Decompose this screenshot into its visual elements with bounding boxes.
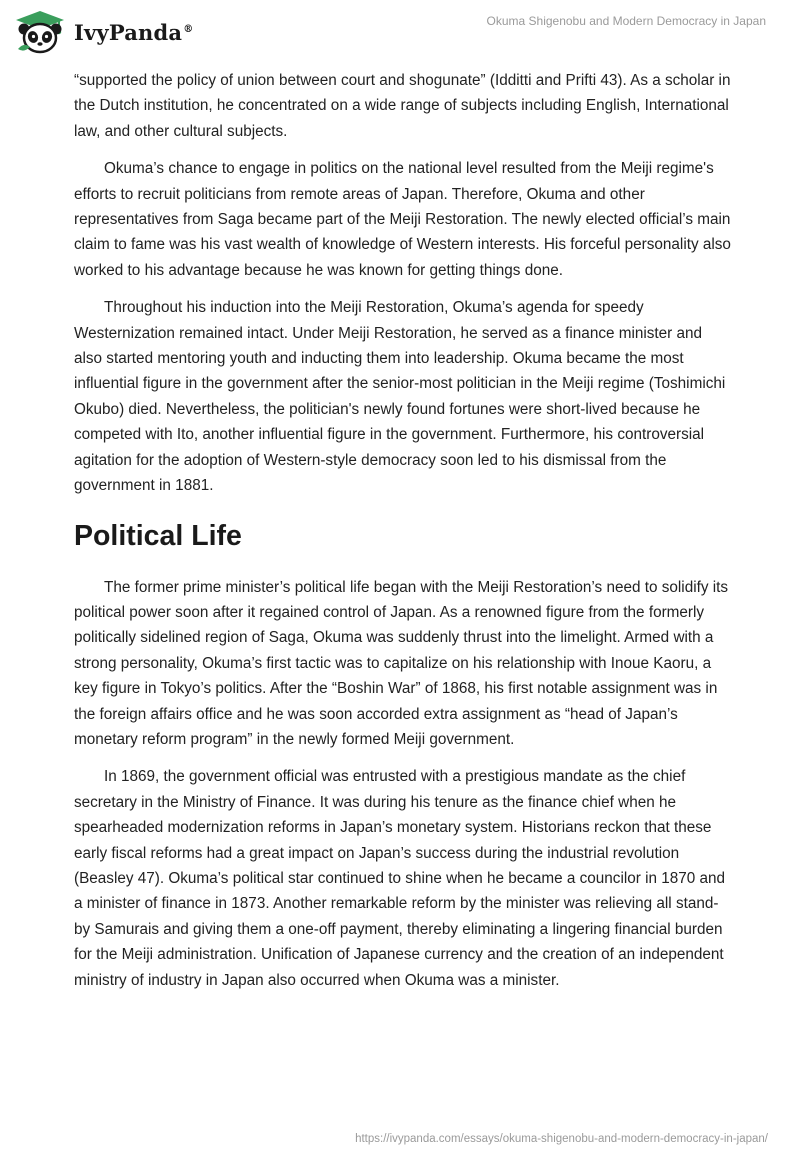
page-header bbox=[0, 0, 800, 62]
paragraph: Throughout his induction into the Meiji Restoration, Okuma’s agenda for speedy Westernization remained intact. Under Meiji Restoration, he served as a finance minister and also started mentoring youth and inducting them into leadership. Okuma became the most influential figure in the government after the senior-most politician in the Meiji regime (Toshimichi Okubo) died. Nevertheless, the politician's newly found fortunes were short-lived because he competed with Ito, another influential figure in the government. Furthermore, his controversial agitation for the adoption of Western-style democracy soon led to his dismissal from the government in 1881. bbox=[74, 299, 726, 495]
ivypanda-logo[interactable] bbox=[14, 8, 193, 56]
paragraph: Okuma’s chance to engage in politics on the national level resulted from the Meiji regime's efforts to recruit politicians from remote areas of Japan. Therefore, Okuma and other representatives from Saga became part of the Meiji Restoration. The newly elected official’s main claim to fame was his vast wealth of knowledge of Western interests. His forceful personality also worked to his advantage because he was known for getting things done. bbox=[74, 160, 731, 279]
paragraph: “supported the policy of union between court and shogunate” (Idditti and Prifti 43). As a scholar in the Dutch institution, he concentrated on a wide range of subjects including English, International law, and other cultural subjects. bbox=[74, 72, 731, 140]
registered-mark: ® bbox=[183, 23, 194, 35]
essay-body bbox=[74, 68, 734, 1005]
paragraph: The former prime minister’s political life began with the Meiji Restoration’s need to solidify its political power soon after it regained control of Japan. As a renowned figure from the formerly politically sidelined region of Saga, Okuma was suddenly thrust into the limelight. Armed with a strong personality, Okuma’s first tactic was to capitalize on his relationship with Inoue Kaoru, a key figure in Tokyo’s politics. After the “Boshin War” of 1868, his first notable assignment was in the foreign affairs office and he was soon accorded extra assignment as “head of Japan’s monetary reform program” in the newly formed Meiji government. bbox=[74, 578, 729, 748]
brand-text: IvyPanda bbox=[74, 19, 183, 45]
section-heading: Political Life bbox=[74, 519, 242, 552]
document-title: Okuma Shigenobu and Modern Democracy in Japan bbox=[486, 14, 766, 28]
brand-name bbox=[74, 20, 193, 45]
source-url[interactable]: https://ivypanda.com/essays/okuma-shigenobu-and-modern-democracy-in-japan/ bbox=[355, 1133, 768, 1145]
panda-graduate-icon bbox=[14, 9, 66, 55]
paragraph: In 1869, the government official was entrusted with a prestigious mandate as the chief secretary in the Ministry of Finance. It was during his tenure as the finance chief when he spearheaded modernization reforms in Japan’s monetary system. Historians reckon that these early fiscal reforms had a great impact on Japan’s success during the industrial revolution (Beasley 47). Okuma’s political star continued to shine when he became a councilor in 1870 and a minister of finance in 1873. Another remarkable reform by the minister was relieving all stand-by Samurais and giving them a one-off payment, thereby eliminating a lingering financial burden for the Meiji administration. Unification of Japanese currency and the creation of an independent ministry of industry in Japan also occurred when Okuma was a minister. bbox=[74, 768, 726, 989]
